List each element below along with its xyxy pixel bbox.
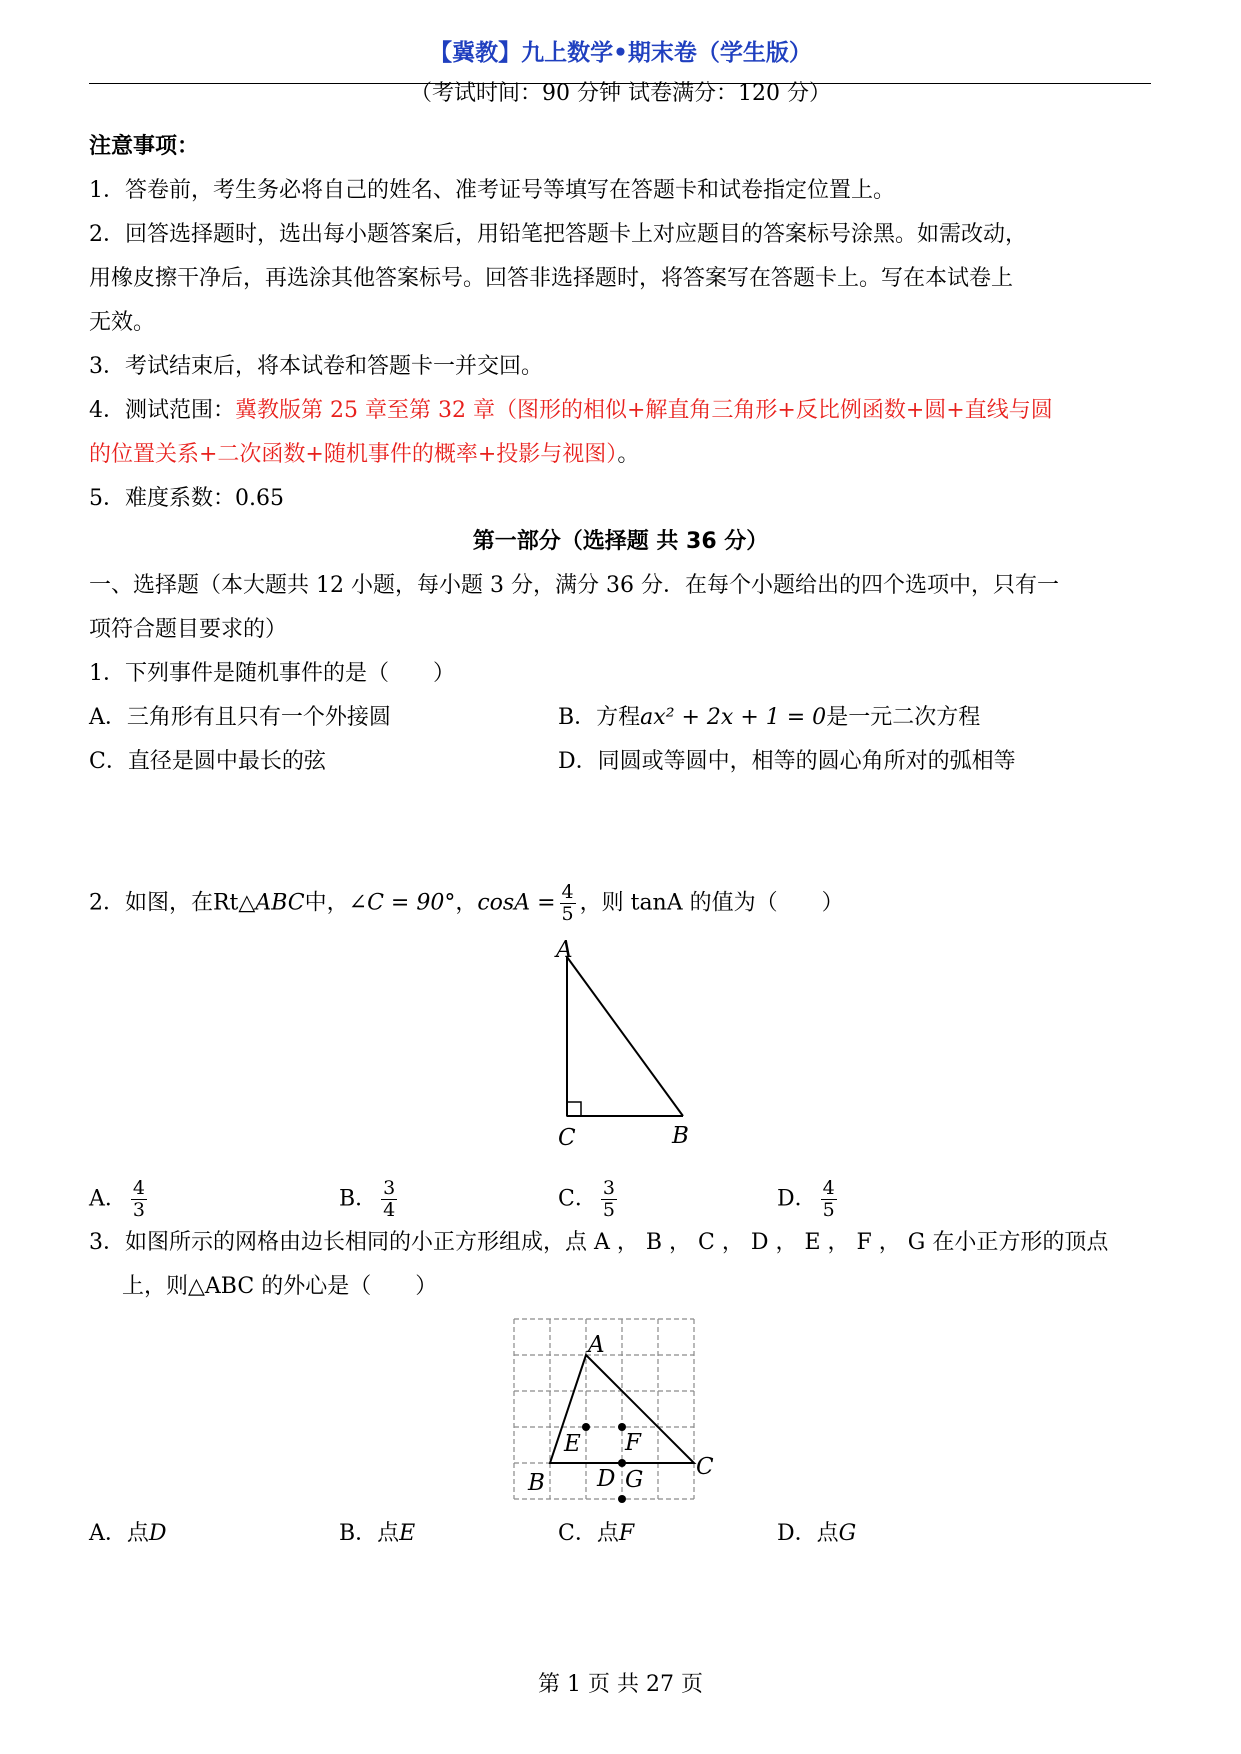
q3-point-g bbox=[618, 1495, 626, 1503]
q3-label-f: F bbox=[625, 1430, 641, 1456]
q3-option-a-var: D bbox=[148, 1521, 167, 1546]
section-1-line-2: 项符合题目要求的） bbox=[89, 617, 288, 642]
q2-option-c-label: C． bbox=[558, 1186, 597, 1212]
q1-option-c: C．直径是圆中最长的弦 bbox=[89, 749, 326, 774]
q2-cos-denominator: 5 bbox=[561, 903, 574, 925]
notice-item-4-prefix: 4．测试范围： bbox=[89, 398, 235, 423]
q2-stem-prefix: 2．如图，在Rt△ bbox=[89, 890, 256, 916]
q1-option-a: A．三角形有且只有一个外接圆 bbox=[89, 705, 391, 730]
notice-item-2-line-1: 2．回答选择题时，选出每小题答案后，用铅笔把答题卡上对应题目的答案标号涂黑。如需改动， bbox=[89, 222, 1028, 247]
notice-item-4-scope-1: 冀教版第 25 章至第 32 章（图形的相似+解直角三角形+反比例函数+圆+直线与圆 bbox=[235, 398, 1053, 423]
q3-option-c bbox=[558, 1519, 634, 1549]
document-header-title: 【冀教】九上数学•期末卷（学生版） bbox=[429, 40, 812, 66]
q2-option-b-den: 4 bbox=[383, 1199, 396, 1221]
q2-option-b-fraction bbox=[381, 1178, 397, 1221]
q3-label-a: A bbox=[588, 1332, 605, 1358]
q2-stem-suffix: ，则 tanA 的值为（ ） bbox=[579, 890, 844, 916]
q2-stem-angle: ∠C = 90° bbox=[348, 890, 456, 916]
q2-stem bbox=[89, 882, 844, 925]
q2-stem-cos: cosA = bbox=[477, 890, 556, 916]
q3-option-c-label: C．点 bbox=[558, 1521, 619, 1546]
section-1-line-1: 一、选择题（本大题共 12 小题，每小题 3 分，满分 36 分．在每个小题给出的四个选项中，只有一 bbox=[89, 573, 1059, 598]
q3-point-e bbox=[582, 1423, 590, 1431]
q2-cos-numerator: 4 bbox=[561, 881, 574, 903]
q3-label-e: E bbox=[564, 1431, 581, 1457]
notice-item-5: 5．难度系数：0.65 bbox=[89, 486, 284, 511]
notice-item-2-line-3: 无效。 bbox=[89, 310, 156, 335]
q2-triangle-figure bbox=[520, 935, 700, 1150]
q2-option-c-den: 5 bbox=[602, 1199, 615, 1221]
q3-point-d bbox=[618, 1459, 626, 1467]
q3-option-b-var: E bbox=[399, 1521, 416, 1546]
notice-item-4-line-2 bbox=[89, 440, 639, 470]
notice-item-4-end: 。 bbox=[617, 442, 640, 467]
exam-info: （考试时间：90 分钟 试卷满分：120 分） bbox=[410, 81, 831, 106]
q2-option-a-label: A． bbox=[89, 1186, 127, 1212]
q2-stem-sep: ， bbox=[455, 890, 478, 916]
q3-option-a bbox=[89, 1519, 167, 1549]
q2-option-d-label: D． bbox=[777, 1186, 817, 1212]
q2-option-c-num: 3 bbox=[602, 1177, 615, 1199]
q3-option-a-label: A．点 bbox=[89, 1521, 149, 1546]
q2-option-b bbox=[339, 1178, 401, 1221]
q3-option-b bbox=[339, 1519, 415, 1549]
q2-option-d-den: 5 bbox=[822, 1199, 835, 1221]
notice-heading: 注意事项： bbox=[89, 134, 200, 159]
q3-option-d-var: G bbox=[838, 1521, 857, 1546]
q3-label-c: C bbox=[696, 1454, 714, 1480]
q2-stem-mid: 中， bbox=[304, 890, 349, 916]
q3-label-b: B bbox=[528, 1470, 545, 1496]
q3-option-d bbox=[777, 1519, 856, 1549]
q1-option-d: D．同圆或等圆中，相等的圆心角所对的弧相等 bbox=[558, 749, 1016, 774]
page-footer: 第 1 页 共 27 页 bbox=[538, 1672, 703, 1697]
q3-option-c-var: F bbox=[618, 1521, 635, 1546]
q2-option-a-den: 3 bbox=[132, 1199, 145, 1221]
q2-option-b-label: B． bbox=[339, 1186, 378, 1212]
q2-label-a: A bbox=[556, 937, 573, 963]
notice-item-4-scope-2: 的位置关系+二次函数+随机事件的概率+投影与视图） bbox=[89, 442, 618, 467]
notice-item-2-line-2: 用橡皮擦干净后，再选涂其他答案标号。回答非选择题时，将答案写在答题卡上。写在本试卷上 bbox=[89, 266, 1014, 291]
q2-stem-triangle: ABC bbox=[255, 890, 305, 916]
q2-option-b-num: 3 bbox=[383, 1177, 396, 1199]
notice-item-4-line-1 bbox=[89, 396, 1053, 426]
q2-label-c: C bbox=[558, 1125, 576, 1150]
q1-option-b-equation: ax² + 2x + 1 = 0 bbox=[640, 705, 827, 730]
q3-stem-line-1: 3．如图所示的网格由边长相同的小正方形组成，点 A ， B ， C ， D ， E ， F ， G 在小正方形的顶点 bbox=[89, 1230, 1109, 1255]
q2-option-c bbox=[558, 1178, 621, 1221]
q2-option-d bbox=[777, 1178, 841, 1221]
q2-cos-fraction bbox=[560, 882, 576, 925]
q2-option-d-num: 4 bbox=[822, 1177, 835, 1199]
notice-item-3: 3．考试结束后，将本试卷和答题卡一并交回。 bbox=[89, 354, 543, 379]
part-1-title: 第一部分（选择题 共 36 分） bbox=[472, 529, 769, 554]
q2-side-ab bbox=[567, 957, 683, 1116]
q3-label-d: D bbox=[597, 1466, 616, 1492]
q1-option-b-suffix: 是一元二次方程 bbox=[826, 705, 981, 730]
q2-option-a-fraction bbox=[131, 1178, 147, 1221]
q2-label-b: B bbox=[672, 1123, 689, 1149]
q1-option-b-prefix: B．方程 bbox=[558, 705, 641, 730]
q2-right-angle-mark bbox=[567, 1102, 581, 1116]
q3-grid-figure bbox=[505, 1310, 735, 1505]
q3-stem-line-2: 上，则△ABC 的外心是（ ） bbox=[122, 1274, 438, 1299]
q2-option-a bbox=[89, 1178, 151, 1221]
q2-option-a-num: 4 bbox=[132, 1177, 145, 1199]
q3-option-b-label: B．点 bbox=[339, 1521, 400, 1546]
q1-stem: 1．下列事件是随机事件的是（ ） bbox=[89, 661, 455, 686]
q2-option-d-fraction bbox=[821, 1178, 837, 1221]
q1-option-b bbox=[558, 703, 980, 733]
q3-label-g: G bbox=[625, 1467, 644, 1493]
q2-option-c-fraction bbox=[601, 1178, 617, 1221]
q3-option-d-label: D．点 bbox=[777, 1521, 839, 1546]
notice-item-1: 1．答卷前，考生务必将自己的姓名、准考证号等填写在答题卡和试卷指定位置上。 bbox=[89, 178, 895, 203]
